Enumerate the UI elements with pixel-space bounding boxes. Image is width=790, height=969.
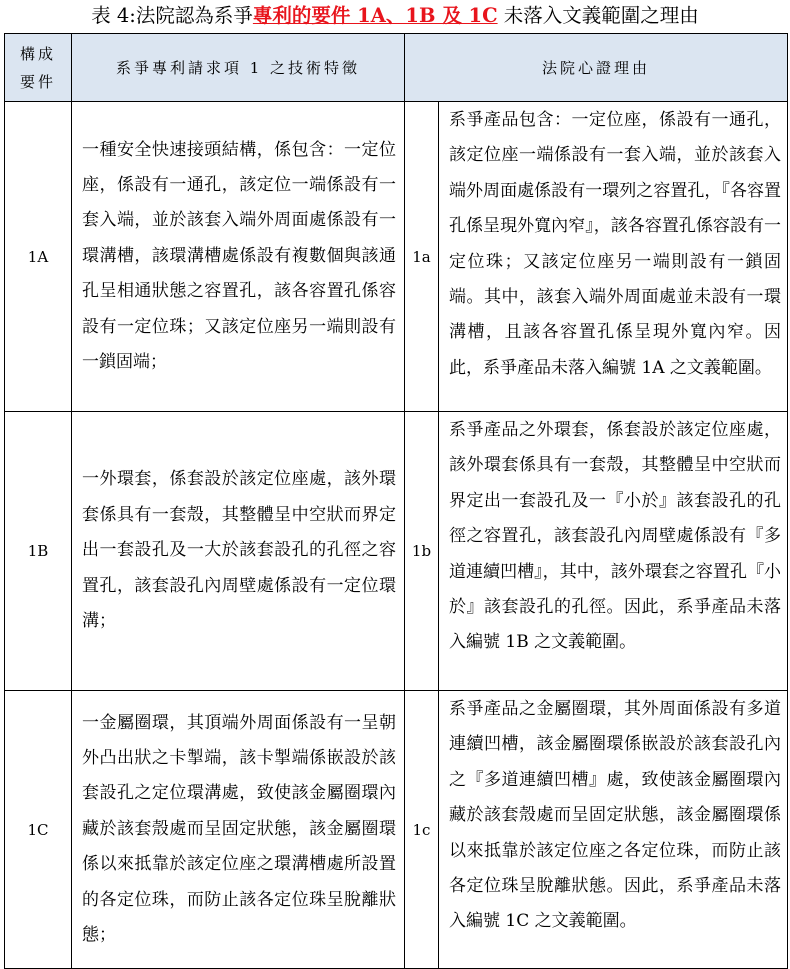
sub-element-label: 1c <box>405 691 439 969</box>
table-row <box>5 412 788 691</box>
table-row <box>5 691 788 969</box>
header-element-cell <box>5 34 72 102</box>
table-row <box>5 102 788 412</box>
feature-text: 一外環套，係套設於該定位座處，該外環套係具有一套殼，其整體呈中空狀而界定出一套設孔及一大於該套設孔的孔徑之容置孔，該套設孔內周壁處係設有一定位環溝； <box>72 412 405 691</box>
caption-prefix: 表 4:法院認為系爭 <box>91 4 253 27</box>
reason-text: 系爭產品包含：一定位座，係設有一通孔，該定位座一端係設有一套入端，並於該套入端外周面處係設有一環列之容置孔，『各容置孔係呈現外寬內窄』，該各容置孔係容設有一定位珠；又該定位座另一端則設有一鎖固端。其中，該套入端外周面處並未設有一環溝槽，且該各容置孔係呈現外寬內窄。因此，系爭產品未落入編號 1A 之文義範圍。 <box>439 102 788 412</box>
feature-text: 一種安全快速接頭結構，係包含：一定位座，係設有一通孔，該定位一端係設有一套入端，並於該套入端外周面處係設有一環溝槽，該環溝槽處係設有複數個與該通孔呈相通狀態之容置孔，該各容置孔係容設有一定位珠；又該定位座另一端則設有一鎖固端； <box>72 102 405 412</box>
header-feature-cell: 系爭專利請求項 1 之技術特徵 <box>72 34 405 102</box>
sub-element-label: 1a <box>405 102 439 412</box>
reason-text: 系爭產品之外環套，係套設於該定位座處，該外環套係具有一套殼，其整體呈中空狀而界定出一套設孔及一『小於』該套設孔的孔徑之容置孔，該套設孔內周壁處係設有『多道連續凹槽』，其中，該外環套之容置孔『小於』該套設孔的孔徑。因此，系爭產品未落入編號 1B 之文義範圍。 <box>439 412 788 691</box>
header-reason-cell: 法院心證理由 <box>405 34 788 102</box>
caption-highlight: 專利的要件 1A、1B 及 1C <box>252 4 498 27</box>
feature-text: 一金屬圈環，其頂端外周面係設有一呈朝外凸出狀之卡掣端，該卡掣端係嵌設於該套設孔之定位環溝處，致使該金屬圈環內藏於該套殼處而呈固定狀態，該金屬圈環係以來抵靠於該定位座之環溝槽處所設置的各定位珠，而防止該各定位珠呈脫離狀態； <box>72 691 405 969</box>
header-element-line1: 構成 <box>19 44 56 63</box>
element-label: 1C <box>5 691 72 969</box>
element-label: 1A <box>5 102 72 412</box>
reason-text: 系爭產品之金屬圈環，其外周面係設有多道連續凹槽，該金屬圈環係嵌設於該套設孔內之『多道連續凹槽』處，致使該金屬圈環內藏於該套殼處而呈固定狀態，該金屬圈環係以來抵靠於該定位座之各定位珠，而防止該各定位珠呈脫離狀態。因此，系爭產品未落入編號 1C 之文義範圍。 <box>439 691 788 969</box>
element-label: 1B <box>5 412 72 691</box>
caption-suffix: 未落入文義範圍之理由 <box>497 4 699 27</box>
table-header-row <box>5 34 788 102</box>
table-caption <box>0 0 790 34</box>
comparison-table <box>4 33 788 969</box>
sub-element-label: 1b <box>405 412 439 691</box>
header-element-line2: 要件 <box>19 72 56 91</box>
